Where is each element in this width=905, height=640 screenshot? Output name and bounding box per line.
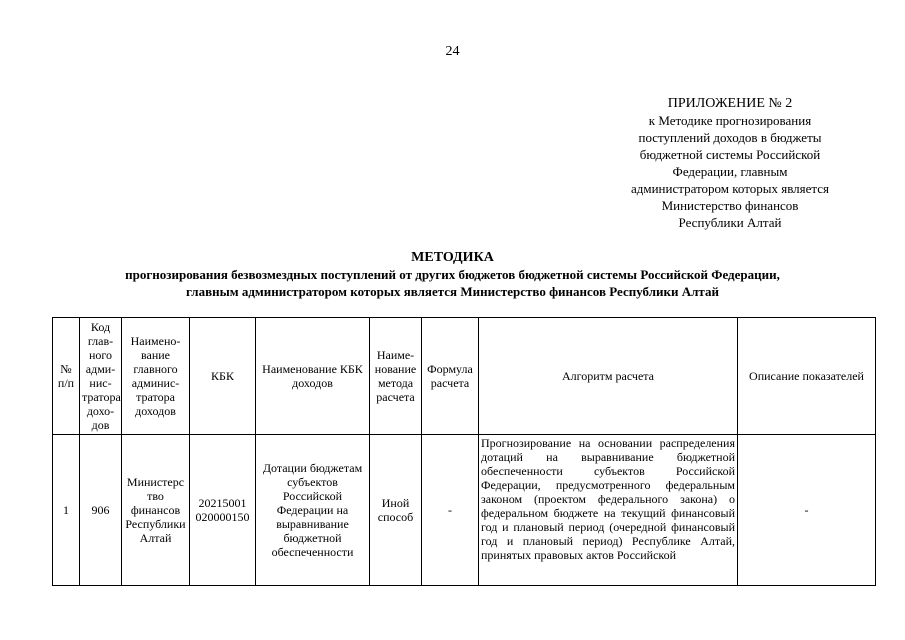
methodology-table [52,317,876,586]
appendix-line: Республики Алтай [678,215,782,230]
appendix-line: администратором которых является [630,181,829,196]
table-header-row [53,318,876,435]
header-admin-code: Код глав-ного адми-нис-тратора дохо-дов [80,318,122,435]
header-formula: Формула расчета [422,318,479,435]
appendix-line: к Методике прогнозирования [648,113,812,128]
header-kbk: КБК [190,318,256,435]
header-algorithm: Алгоритм расчета [479,318,738,435]
appendix-line: бюджетной системы Российской [639,147,821,162]
header-admin-name: Наимено-вание главного админис-тратора доходов [122,318,190,435]
appendix-block [610,95,850,231]
header-description: Описание показателей [738,318,876,435]
algorithm-text: Прогнозирование на основании распределения дотаций на выравнивание бюджетной обеспеченности субъектов Российской Федерации, предусмотренного федеральным законом (проектом федерального закона) о федеральном бюджете на текущий финансовый год и плановый период (очередной финансовый год и плановый период) Республике Алтай, принятых правовых актов Российской [481,436,735,562]
appendix-line: поступлений доходов в бюджеты [638,130,822,145]
cell-admin-name: Министерс тво финансов Республики Алтай [122,435,190,586]
cell-description: - [738,435,876,586]
cell-algorithm [479,435,738,586]
methodology-subtitle [40,266,865,300]
appendix-line: Министерство финансов [661,198,799,213]
cell-kbk: 20215001 020000150 [190,435,256,586]
cell-admin-code: 906 [80,435,122,586]
appendix-line: Федерации, главным [672,164,788,179]
cell-method-name: Иной способ [370,435,422,586]
methodology-title: МЕТОДИКА [411,250,494,265]
cell-num: 1 [53,435,80,586]
cell-formula: - [422,435,479,586]
subtitle-line: прогнозирования безвозмездных поступлений от других бюджетов бюджетной системы Российской Федерации, [125,267,780,282]
cell-kbk-name: Дотации бюджетам субъектов Российской Федерации на выравнивание бюджетной обеспеченности [256,435,370,586]
table-row [53,435,876,586]
subtitle-line: главным администратором которых является Министерство финансов Республики Алтай [186,284,719,299]
page-number: 24 [445,44,460,59]
header-kbk-name: Наименование КБК доходов [256,318,370,435]
header-num: № п/п [53,318,80,435]
appendix-title: ПРИЛОЖЕНИЕ № 2 [667,96,793,111]
header-method-name: Наиме-нование метода расчета [370,318,422,435]
